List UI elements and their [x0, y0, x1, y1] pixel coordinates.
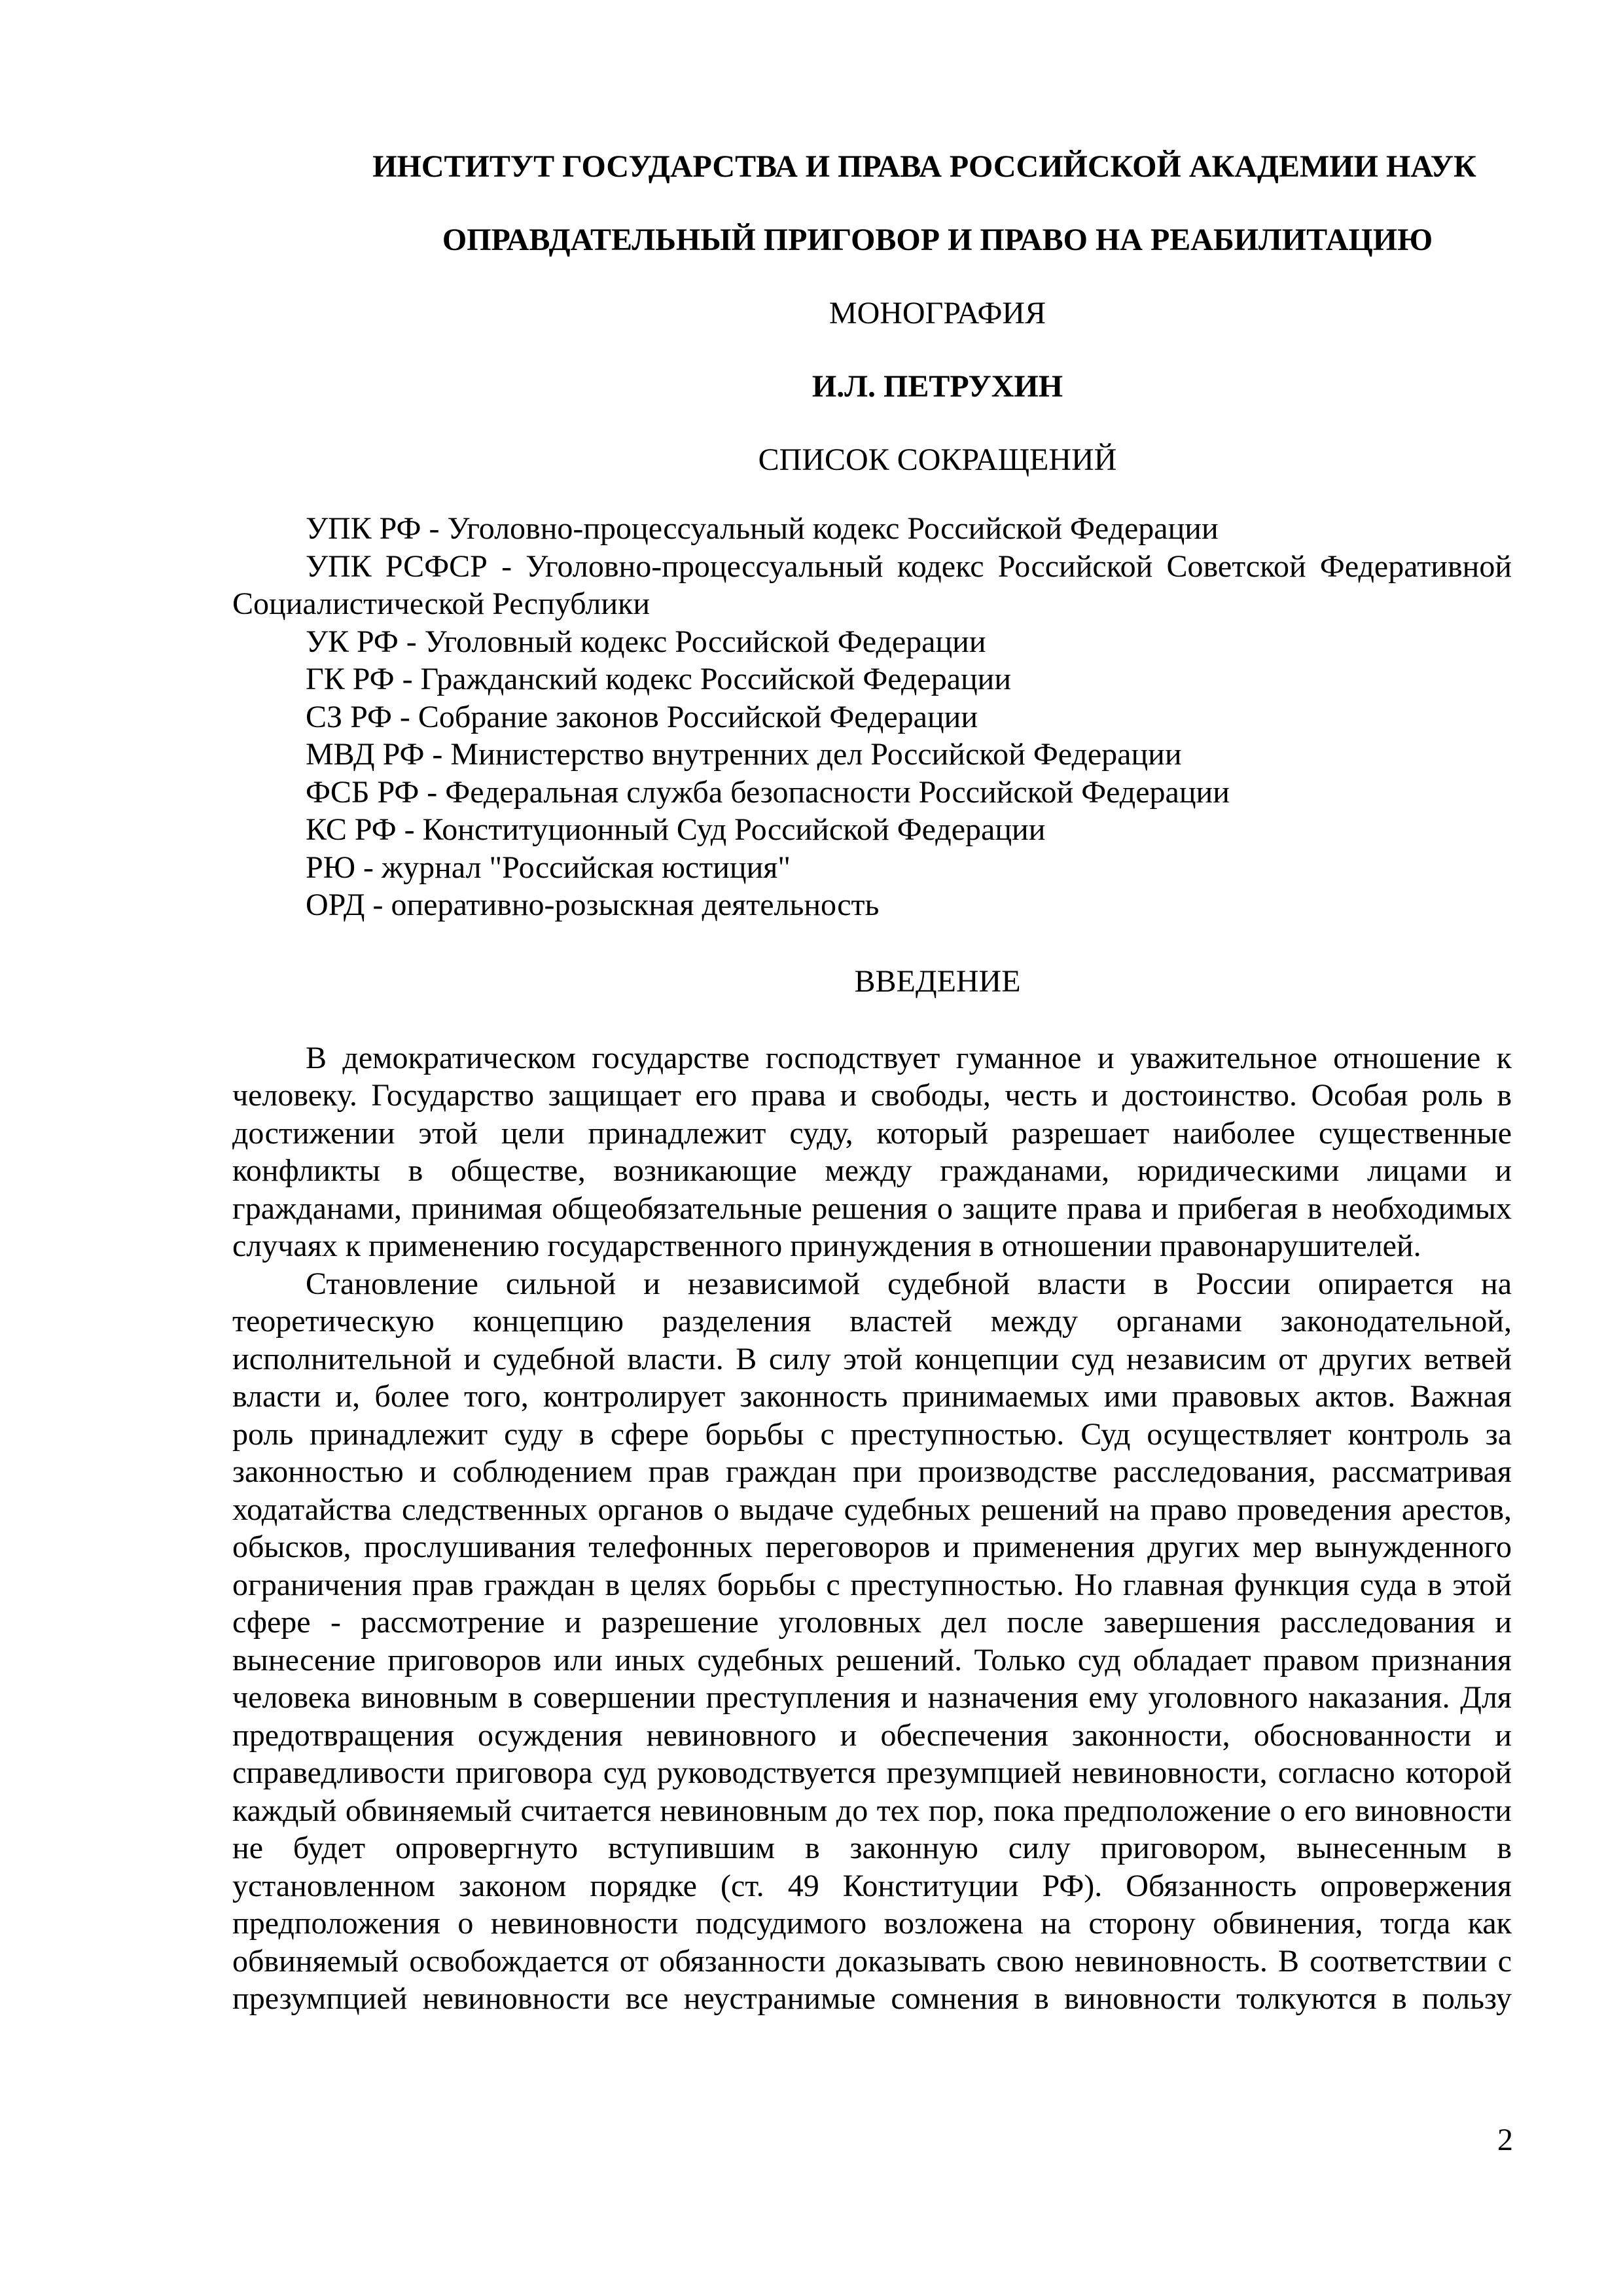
- abbreviation-item: УПК РФ - Уголовно-процессуальный кодекс Российской Федерации: [306, 511, 1219, 546]
- abbreviation-item: ГК РФ - Гражданский кодекс Российской Федерации: [306, 662, 1012, 696]
- institute-heading: ИНСТИТУТ ГОСУДАРСТВА И ПРАВА РОССИЙСКОЙ АКАДЕМИИ НАУК: [372, 149, 1476, 184]
- abbreviations-list: [232, 510, 1512, 924]
- paragraph: Становление сильной и независимой судебной власти в России опирается на теоретическую концепцию разделения властей между органами законодательной, исполнительной и судебной власти. В силу этой концепции суд независим от других ветвей власти и, более того, контролирует законность принимаемых ими правовых актов. Важная роль принадлежит суду в сфере борьбы с преступностью. Суд осуществляет контроль за законностью и соблюдением прав граждан при производстве расследования, рассматривая ходатайства следственных органов о выдаче судебных решений на право проведения арестов, обысков, прослушивания телефонных переговоров и применения других мер вынужденного ограничения прав граждан в целях борьбы с преступностью. Но главная функция суда в этой сфере - рассмотрение и разрешение уголовных дел после завершения расследования и вынесение приговоров или иных судебных решений. Только суд обладает правом признания человека виновным в совершении преступления и назначения ему уголовного наказания. Для предотвращения осуждения невиновного и обеспечения законности, обоснованности и справедливости приговора суд руководствуется презумпцией невиновности, согласно которой каждый обвиняемый считается невиновным до тех пор, пока предположение о его виновности не будет опровергнуто вступившим в законную силу приговором, вынесенным в установленном законом порядке (ст. 49 Конституции РФ). Обязанность опровержения предположения о невиновности подсудимого возложена на сторону обвинения, тогда как обвиняемый освобождается от обязанности доказывать свою невиновность. В соответствии с презумпцией невиновности все неустранимые сомнения в виновности толкуются в пользу: [232, 1266, 1512, 2016]
- abbreviations-title: СПИСОК СОКРАЩЕНИЙ: [758, 442, 1117, 477]
- abbreviation-item: ОРД - оперативно-розыскная деятельность: [306, 888, 880, 922]
- abbreviation-item: УК РФ - Уголовный кодекс Российской Федерации: [306, 624, 986, 659]
- paragraph: В демократическом государстве господствует гуманное и уважительное отношение к человеку. Государство защищает его права и свободы, честь и достоинство. Особая роль в достижении этой цели принадлежит суду, который разрешает наиболее существенные конфликты в обществе, возникающие между гражданами, юридическими лицами и гражданами, принимая общеобязательные решения о защите права и прибегая в необходимых случаях к применению государственного принуждения в отношении правонарушителей.: [232, 1040, 1512, 1263]
- abbreviation-item: УПК РСФСР - Уголовно-процессуальный кодекс Российской Советской Федеративной Социалистической Республики: [232, 548, 1512, 621]
- introduction-title: ВВЕДЕНИЕ: [854, 963, 1021, 999]
- page-number: 2: [1497, 2123, 1513, 2157]
- document-page: [232, 147, 1512, 2018]
- abbreviation-item: РЮ - журнал "Российская юстиция": [306, 850, 791, 885]
- introduction-body: [232, 1039, 1512, 2018]
- abbreviation-item: КС РФ - Конституционный Суд Российской Федерации: [306, 812, 1046, 847]
- abbreviation-item: СЗ РФ - Собрание законов Российской Федерации: [306, 699, 978, 734]
- abbreviation-item: МВД РФ - Министерство внутренних дел Российской Федерации: [306, 737, 1182, 772]
- author-name: И.Л. ПЕТРУХИН: [812, 369, 1063, 404]
- book-title: ОПРАВДАТЕЛЬНЫЙ ПРИГОВОР И ПРАВО НА РЕАБИЛИТАЦИЮ: [442, 223, 1433, 257]
- abbreviation-item: ФСБ РФ - Федеральная служба безопасности Российской Федерации: [306, 774, 1230, 810]
- genre-label: МОНОГРАФИЯ: [829, 296, 1046, 331]
